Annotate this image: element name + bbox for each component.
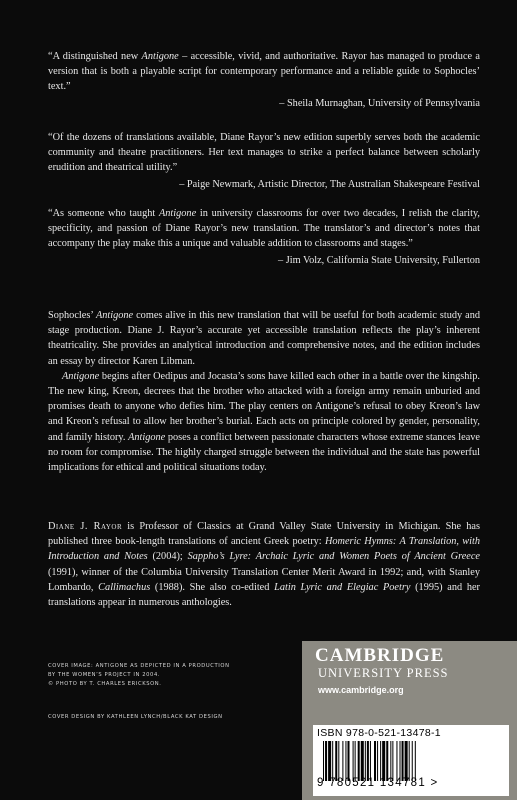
- publisher-url: www.cambridge.org: [318, 685, 404, 695]
- publisher-block: [302, 641, 517, 800]
- barcode-bar: [396, 741, 397, 781]
- barcode-bar: [367, 741, 369, 781]
- quote-text: “As someone who taught Antigone in university classrooms for over two decades, I relish the clarity, specificity, and passion of Diane Rayor’s new translation. The translator’s and director’s notes that accompany the play make this a unique and valuable addition to classrooms and stages.”: [48, 208, 481, 250]
- photo-credit: © PHOTO BY T. CHARLES ERICKSON.: [48, 681, 162, 687]
- author-bio-text: is Professor of Classics at Grand Valley State University in Michigan. She has published three book-length translations of ancient Greek poetry: Homeric Hymns: A Translation, with Introduction and Notes (2004); Sappho’s Lyre: Archaic Lyric and Women Poets of Ancient Greece (1991), winner of the Columbia University Translation Center Merit Award in 1992; and, with Stanley Lombardo, Callimachus (1988). She also co-edited Latin Lyric and Elegiac Poetry (1995) and her translations appear in numerous anthologies.: [48, 521, 480, 609]
- barcode-bar: [325, 741, 327, 781]
- barcode-bar: [405, 741, 408, 781]
- cover-design-credit: COVER DESIGN BY KATHLEEN LYNCH/BLACK KAT DESIGN: [48, 714, 223, 720]
- quote-attribution: – Sheila Murnaghan, University of Pennsylvania: [279, 97, 480, 109]
- barcode-bar: [338, 741, 339, 781]
- quote-attribution: – Paige Newmark, Artistic Director, The Australian Shakespeare Festival: [179, 178, 480, 190]
- quote-text: “A distinguished new Antigone – accessible, vivid, and authoritative. Rayor has managed to produce a version that is both a playable script for contemporary performance and a reliable guide to Sophocles’ text.”: [48, 51, 480, 93]
- publisher-name-line2: UNIVERSITY PRESS: [318, 666, 449, 680]
- publisher-name-line1: CAMBRIDGE: [315, 645, 445, 666]
- barcode-bar: [361, 741, 364, 781]
- barcode-bar: [377, 741, 378, 781]
- barcode-bar: [347, 741, 349, 781]
- barcode-bar: [380, 741, 381, 781]
- barcode-bar: [415, 741, 416, 781]
- barcode: [313, 725, 509, 796]
- barcode-bar: [345, 741, 346, 781]
- isbn-number: ISBN 978-0-521-13478-1: [317, 727, 441, 739]
- book-description: [48, 308, 480, 475]
- cover-image-caption-line1: COVER IMAGE: ANTIGONE AS DEPICTED IN A PRODUCTION: [48, 663, 230, 669]
- barcode-bar: [412, 741, 413, 781]
- cover-image-caption-line2: BY THE WOMEN’S PROJECT IN 2004.: [48, 672, 161, 678]
- barcode-bar: [365, 741, 366, 781]
- barcode-bar: [374, 741, 376, 781]
- barcode-bar: [355, 741, 356, 781]
- author-bio: [48, 519, 480, 610]
- barcode-bar: [328, 741, 331, 781]
- quote-newmark: [48, 130, 480, 192]
- quote-text: “Of the dozens of translations available, Diane Rayor’s new edition superbly serves both the academic community and theatre practitioners. Her text manages to strike a perfect balance between scholarly erudition and theatrical utility.”: [48, 132, 480, 174]
- quote-volz: [48, 206, 480, 268]
- quote-murnaghan: [48, 49, 480, 111]
- barcode-bar: [370, 741, 371, 781]
- barcode-bar: [390, 741, 391, 781]
- barcode-bar: [335, 741, 337, 781]
- publisher-logo: [315, 646, 448, 681]
- quote-attribution: – Jim Volz, California State University, Fullerton: [277, 254, 480, 266]
- barcode-bar: [382, 741, 385, 781]
- barcode-bar: [323, 741, 324, 781]
- barcode-bar: [332, 741, 333, 781]
- description-paragraph-1: Sophocles’ Antigone comes alive in this new translation that will be useful for both academic study and stage production. Diane J. Rayor’s accurate yet accessible translation reflects the play’s inherent theatricality. She provides an analytical introduction and comprehensive notes, and the edition includes an essay by director Karen Libman.: [48, 310, 480, 367]
- barcode-bars: [323, 741, 505, 781]
- description-paragraph-2: Antigone begins after Oedipus and Jocasta’s sons have killed each other in a battle over the kingship. The new king, Kreon, decrees that the brother who attacked with a foreign army remain unburied and promises death to anyone who defies him. The play centers on Antigone’s refusal to obey Kreon’s law and Kreon’s refusal to allow her brother’s burial. Each acts on principle colored by gender, personality, and family history. Antigone poses a conflict between passionate characters whose extreme stances leave no room for compromise. The highly charged struggle between the individual and the state has powerful implications for ethical and political situations today.: [48, 370, 480, 474]
- barcode-bar: [409, 741, 410, 781]
- barcode-bar: [358, 741, 360, 781]
- barcode-bar: [353, 741, 354, 781]
- barcode-bar: [402, 741, 404, 781]
- cover-image-credits: [48, 662, 248, 689]
- barcode-bar: [386, 741, 388, 781]
- barcode-bar: [342, 741, 343, 781]
- barcode-bar: [400, 741, 401, 781]
- barcode-bar: [392, 741, 393, 781]
- barcode-digits: 9 780521 134781 >: [317, 777, 439, 789]
- author-name: Diane J. Rayor: [48, 521, 123, 532]
